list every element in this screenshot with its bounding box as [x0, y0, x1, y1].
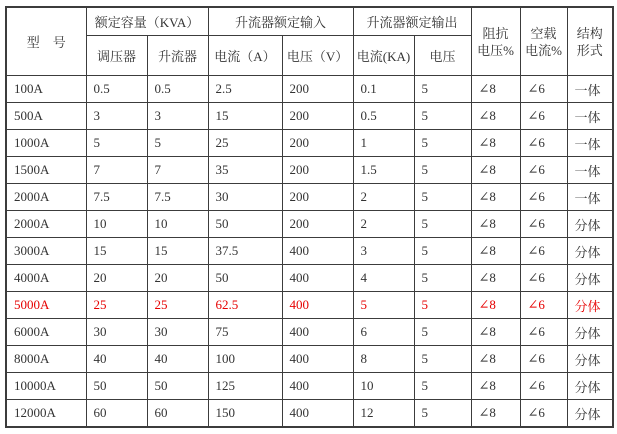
- cell: 62.5: [208, 292, 282, 319]
- cell: 分体: [567, 238, 613, 265]
- cell: 分体: [567, 319, 613, 346]
- cell: ∠8: [471, 373, 520, 400]
- cell: 4000A: [6, 265, 86, 292]
- cell: 5: [147, 130, 208, 157]
- cell: 5: [414, 76, 471, 103]
- header-model: 型 号: [6, 7, 86, 76]
- cell: 25: [208, 130, 282, 157]
- table-row: [6, 238, 613, 265]
- header-rated-capacity-group: 额定容量（KVA）: [86, 7, 208, 36]
- cell: 50: [86, 373, 147, 400]
- cell: 200: [282, 157, 353, 184]
- cell: 5: [414, 211, 471, 238]
- cell: 5: [414, 265, 471, 292]
- header-current-booster: 升流器: [147, 36, 208, 76]
- header-output-current-ka: 电流(KA): [353, 36, 414, 76]
- cell: 125: [208, 373, 282, 400]
- cell: 5: [353, 292, 414, 319]
- cell: 5000A: [6, 292, 86, 319]
- cell: 100A: [6, 76, 86, 103]
- cell: 0.1: [353, 76, 414, 103]
- cell: ∠6: [520, 76, 567, 103]
- header-input-current-a: 电流（A）: [208, 36, 282, 76]
- cell: 200: [282, 103, 353, 130]
- cell: 一体: [567, 184, 613, 211]
- cell: 7: [147, 157, 208, 184]
- cell: ∠8: [471, 76, 520, 103]
- table-row: [6, 373, 613, 400]
- cell: 400: [282, 319, 353, 346]
- cell: ∠8: [471, 157, 520, 184]
- header-structure-type: [567, 7, 613, 76]
- cell: 1: [353, 130, 414, 157]
- cell: 3: [86, 103, 147, 130]
- spec-table: [5, 6, 614, 428]
- cell: 15: [86, 238, 147, 265]
- cell: ∠6: [520, 373, 567, 400]
- cell: 400: [282, 238, 353, 265]
- cell: 400: [282, 373, 353, 400]
- cell: 一体: [567, 103, 613, 130]
- cell: ∠6: [520, 130, 567, 157]
- cell: 200: [282, 76, 353, 103]
- cell: ∠6: [520, 103, 567, 130]
- cell: ∠8: [471, 211, 520, 238]
- cell: 100: [208, 346, 282, 373]
- header-output-voltage: 电压: [414, 36, 471, 76]
- cell: 15: [208, 103, 282, 130]
- cell: 2000A: [6, 184, 86, 211]
- cell: 40: [147, 346, 208, 373]
- cell: 1500A: [6, 157, 86, 184]
- table-row: [6, 76, 613, 103]
- cell: ∠8: [471, 265, 520, 292]
- cell: 8: [353, 346, 414, 373]
- cell: 20: [86, 265, 147, 292]
- cell: 30: [208, 184, 282, 211]
- cell: 25: [86, 292, 147, 319]
- cell: 分体: [567, 265, 613, 292]
- cell: 50: [208, 265, 282, 292]
- cell: ∠6: [520, 184, 567, 211]
- cell: 15: [147, 238, 208, 265]
- cell: 50: [147, 373, 208, 400]
- cell: 5: [86, 130, 147, 157]
- cell: 分体: [567, 211, 613, 238]
- header-noload-current-line2: 电流%: [525, 42, 562, 58]
- header-impedance-voltage-line1: 阻抗: [482, 25, 509, 41]
- table-row: [6, 319, 613, 346]
- cell: 5: [414, 373, 471, 400]
- cell: 200: [282, 211, 353, 238]
- cell: 3000A: [6, 238, 86, 265]
- table-row: [6, 292, 613, 319]
- table-row: [6, 130, 613, 157]
- cell: 25: [147, 292, 208, 319]
- cell: 分体: [567, 346, 613, 373]
- table-body: [6, 76, 613, 428]
- cell: 分体: [567, 292, 613, 319]
- cell: 8000A: [6, 346, 86, 373]
- table-row: [6, 157, 613, 184]
- cell: 10: [353, 373, 414, 400]
- cell: ∠6: [520, 211, 567, 238]
- header-noload-current: [520, 7, 567, 76]
- cell: ∠8: [471, 400, 520, 428]
- cell: 12000A: [6, 400, 86, 428]
- table-row: [6, 346, 613, 373]
- cell: ∠6: [520, 400, 567, 428]
- cell: 6000A: [6, 319, 86, 346]
- cell: ∠6: [520, 319, 567, 346]
- cell: 10: [147, 211, 208, 238]
- cell: 75: [208, 319, 282, 346]
- cell: 0.5: [353, 103, 414, 130]
- cell: 50: [208, 211, 282, 238]
- cell: ∠8: [471, 319, 520, 346]
- header-impedance-voltage-line2: 电压%: [477, 42, 514, 58]
- cell: ∠8: [471, 346, 520, 373]
- header-structure-type-line1: 结构: [576, 25, 603, 41]
- cell: 0.5: [86, 76, 147, 103]
- table-row: [6, 211, 613, 238]
- cell: 37.5: [208, 238, 282, 265]
- cell: ∠8: [471, 238, 520, 265]
- cell: 2: [353, 184, 414, 211]
- cell: 35: [208, 157, 282, 184]
- cell: ∠6: [520, 265, 567, 292]
- cell: 5: [414, 130, 471, 157]
- cell: ∠6: [520, 292, 567, 319]
- header-rated-input-group: 升流器额定输入: [208, 7, 353, 36]
- cell: ∠8: [471, 130, 520, 157]
- cell: 2: [353, 211, 414, 238]
- header-voltage-regulator: 调压器: [86, 36, 147, 76]
- cell: 4: [353, 265, 414, 292]
- cell: 400: [282, 292, 353, 319]
- header-rated-output-group: 升流器额定输出: [353, 7, 471, 36]
- cell: 500A: [6, 103, 86, 130]
- cell: 150: [208, 400, 282, 428]
- cell: 10: [86, 211, 147, 238]
- cell: 2000A: [6, 211, 86, 238]
- cell: 一体: [567, 157, 613, 184]
- cell: 20: [147, 265, 208, 292]
- cell: 5: [414, 238, 471, 265]
- cell: 200: [282, 184, 353, 211]
- cell: 一体: [567, 76, 613, 103]
- cell: 400: [282, 400, 353, 428]
- cell: ∠8: [471, 103, 520, 130]
- cell: 5: [414, 400, 471, 428]
- header-input-voltage-v: 电压（V）: [282, 36, 353, 76]
- cell: 5: [414, 184, 471, 211]
- cell: ∠6: [520, 157, 567, 184]
- cell: ∠8: [471, 184, 520, 211]
- cell: 60: [147, 400, 208, 428]
- cell: 200: [282, 130, 353, 157]
- cell: 5: [414, 103, 471, 130]
- cell: 12: [353, 400, 414, 428]
- table-row: [6, 103, 613, 130]
- cell: 2.5: [208, 76, 282, 103]
- cell: 400: [282, 265, 353, 292]
- cell: 5: [414, 319, 471, 346]
- cell: ∠6: [520, 238, 567, 265]
- cell: 30: [147, 319, 208, 346]
- cell: 7.5: [86, 184, 147, 211]
- cell: ∠8: [471, 292, 520, 319]
- cell: 1000A: [6, 130, 86, 157]
- cell: 400: [282, 346, 353, 373]
- header-structure-type-line2: 形式: [576, 42, 603, 58]
- cell: 分体: [567, 373, 613, 400]
- cell: 30: [86, 319, 147, 346]
- cell: 3: [353, 238, 414, 265]
- cell: 分体: [567, 400, 613, 428]
- table-row: [6, 400, 613, 428]
- table-header: [6, 7, 613, 76]
- cell: 60: [86, 400, 147, 428]
- cell: 1.5: [353, 157, 414, 184]
- cell: 5: [414, 346, 471, 373]
- header-noload-current-line1: 空载: [530, 25, 557, 41]
- cell: 7.5: [147, 184, 208, 211]
- cell: ∠6: [520, 346, 567, 373]
- cell: 7: [86, 157, 147, 184]
- header-impedance-voltage: [471, 7, 520, 76]
- cell: 5: [414, 292, 471, 319]
- cell: 一体: [567, 130, 613, 157]
- cell: 3: [147, 103, 208, 130]
- table-row: [6, 265, 613, 292]
- cell: 10000A: [6, 373, 86, 400]
- cell: 6: [353, 319, 414, 346]
- cell: 5: [414, 157, 471, 184]
- table-row: [6, 184, 613, 211]
- cell: 0.5: [147, 76, 208, 103]
- cell: 40: [86, 346, 147, 373]
